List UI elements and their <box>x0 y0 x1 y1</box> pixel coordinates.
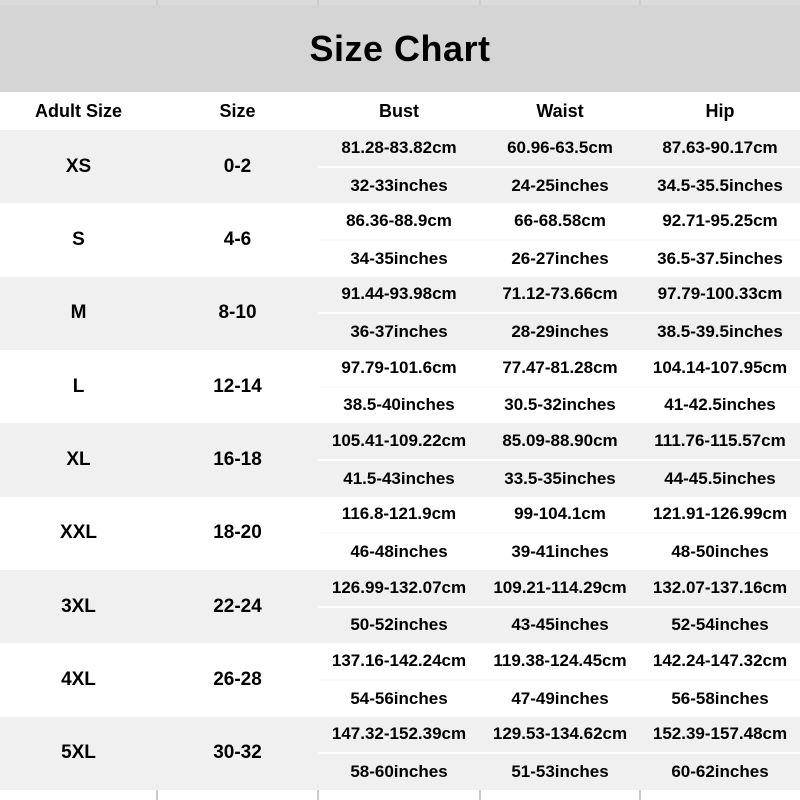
bust-cell <box>318 130 480 203</box>
waist-inches-value: 26-27inches <box>511 248 609 268</box>
adult-size-cell: M <box>70 302 87 324</box>
bust-cell <box>318 717 480 790</box>
bust-cell <box>318 570 480 643</box>
hip-cm-value: 121.91-126.99cm <box>640 497 800 535</box>
waist-cell <box>480 643 640 716</box>
column-border-tick <box>317 790 319 800</box>
waist-cell <box>480 130 640 203</box>
waist-cell <box>480 423 640 496</box>
size-row-m <box>0 277 800 350</box>
bust-cell <box>318 277 480 350</box>
hip-cell <box>640 570 800 643</box>
column-header-adult-size: Adult Size <box>34 100 122 121</box>
hip-cm-value: 111.76-115.57cm <box>640 423 800 461</box>
bust-inches-value: 58-60inches <box>350 762 448 782</box>
bust-inches-value: 50-52inches <box>350 615 448 635</box>
waist-cm-value: 99-104.1cm <box>480 497 640 535</box>
hip-cell <box>640 277 800 350</box>
hip-inches-value: 52-54inches <box>671 615 769 635</box>
bust-inches-value: 46-48inches <box>350 542 448 562</box>
column-header-size: Size <box>219 100 256 121</box>
hip-cm-value: 92.71-95.25cm <box>640 203 800 241</box>
bust-cm-value: 105.41-109.22cm <box>318 423 480 461</box>
column-border-tick <box>639 790 641 800</box>
hip-cm-value: 132.07-137.16cm <box>640 570 800 608</box>
hip-inches-value: 36.5-37.5inches <box>657 248 783 268</box>
adult-size-cell: 4XL <box>61 668 96 690</box>
column-border-tick <box>479 0 481 5</box>
bust-inches-value: 41.5-43inches <box>343 468 455 488</box>
bust-cm-value: 147.32-152.39cm <box>318 717 480 755</box>
waist-inches-value: 43-45inches <box>511 615 609 635</box>
hip-inches-value: 41-42.5inches <box>664 395 776 415</box>
size-range-cell: 8-10 <box>218 302 257 324</box>
column-border-tick <box>156 790 158 800</box>
bust-inches-value: 54-56inches <box>350 688 448 708</box>
column-border-tick <box>317 0 319 5</box>
bust-cell <box>318 497 480 570</box>
waist-inches-value: 33.5-35inches <box>504 468 616 488</box>
title-band <box>0 5 800 92</box>
adult-size-cell: XL <box>66 448 91 470</box>
waist-cm-value: 119.38-124.45cm <box>480 643 640 681</box>
waist-cm-value: 77.47-81.28cm <box>480 350 640 388</box>
size-range-cell: 16-18 <box>213 448 262 470</box>
hip-cell <box>640 203 800 276</box>
size-row-l <box>0 350 800 423</box>
hip-cell <box>640 350 800 423</box>
size-range-cell: 4-6 <box>223 228 252 250</box>
waist-cell <box>480 497 640 570</box>
hip-inches-value: 34.5-35.5inches <box>657 175 783 195</box>
size-row-4xl <box>0 643 800 716</box>
bust-inches-value: 34-35inches <box>350 248 448 268</box>
waist-cell <box>480 203 640 276</box>
waist-cm-value: 66-68.58cm <box>480 203 640 241</box>
size-row-xl <box>0 423 800 496</box>
waist-cell <box>480 277 640 350</box>
column-header-waist: Waist <box>536 100 584 121</box>
bust-cm-value: 97.79-101.6cm <box>318 350 480 388</box>
size-range-cell: 22-24 <box>213 595 262 617</box>
size-range-cell: 26-28 <box>213 668 262 690</box>
adult-size-cell: 3XL <box>61 595 96 617</box>
waist-cm-value: 129.53-134.62cm <box>480 717 640 755</box>
table-bottom-edge <box>0 790 800 800</box>
size-range-cell: 18-20 <box>213 522 262 544</box>
bust-cm-value: 91.44-93.98cm <box>318 277 480 315</box>
adult-size-cell: S <box>72 228 85 250</box>
page-title: Size Chart <box>309 27 491 69</box>
adult-size-cell: L <box>72 375 85 397</box>
size-row-xxl <box>0 497 800 570</box>
bust-inches-value: 32-33inches <box>350 175 448 195</box>
column-header-hip: Hip <box>705 100 735 121</box>
column-header-bust: Bust <box>379 100 419 121</box>
hip-cm-value: 142.24-147.32cm <box>640 643 800 681</box>
size-table-body <box>0 130 800 790</box>
waist-inches-value: 39-41inches <box>511 542 609 562</box>
size-row-5xl <box>0 717 800 790</box>
bust-inches-value: 38.5-40inches <box>343 395 455 415</box>
hip-cm-value: 87.63-90.17cm <box>640 130 800 168</box>
waist-cell <box>480 570 640 643</box>
waist-cell <box>480 717 640 790</box>
hip-cm-value: 104.14-107.95cm <box>640 350 800 388</box>
bust-cell <box>318 643 480 716</box>
waist-inches-value: 30.5-32inches <box>504 395 616 415</box>
waist-inches-value: 28-29inches <box>511 322 609 342</box>
bust-cell <box>318 423 480 496</box>
table-top-edge <box>0 0 800 5</box>
bust-inches-value: 36-37inches <box>350 322 448 342</box>
size-row-s <box>0 203 800 276</box>
hip-inches-value: 60-62inches <box>671 762 769 782</box>
bust-cm-value: 116.8-121.9cm <box>318 497 480 535</box>
hip-inches-value: 38.5-39.5inches <box>657 322 783 342</box>
adult-size-cell: XXL <box>60 522 97 544</box>
size-row-xs <box>0 130 800 203</box>
adult-size-cell: 5XL <box>61 742 96 764</box>
waist-inches-value: 51-53inches <box>511 762 609 782</box>
waist-cm-value: 109.21-114.29cm <box>480 570 640 608</box>
hip-cell <box>640 717 800 790</box>
bust-cm-value: 86.36-88.9cm <box>318 203 480 241</box>
waist-cm-value: 60.96-63.5cm <box>480 130 640 168</box>
table-header-row <box>0 92 800 130</box>
hip-cell <box>640 497 800 570</box>
bust-cm-value: 137.16-142.24cm <box>318 643 480 681</box>
waist-inches-value: 47-49inches <box>511 688 609 708</box>
bust-cell <box>318 350 480 423</box>
hip-cm-value: 152.39-157.48cm <box>640 717 800 755</box>
hip-inches-value: 48-50inches <box>671 542 769 562</box>
column-border-tick <box>156 0 158 5</box>
bust-cm-value: 126.99-132.07cm <box>318 570 480 608</box>
waist-cm-value: 85.09-88.90cm <box>480 423 640 461</box>
bust-cm-value: 81.28-83.82cm <box>318 130 480 168</box>
adult-size-cell: XS <box>65 155 92 177</box>
hip-cell <box>640 130 800 203</box>
waist-cm-value: 71.12-73.66cm <box>480 277 640 315</box>
size-range-cell: 12-14 <box>213 375 262 397</box>
size-range-cell: 0-2 <box>223 155 252 177</box>
column-border-tick <box>479 790 481 800</box>
hip-inches-value: 44-45.5inches <box>664 468 776 488</box>
hip-cell <box>640 643 800 716</box>
hip-inches-value: 56-58inches <box>671 688 769 708</box>
hip-cm-value: 97.79-100.33cm <box>640 277 800 315</box>
column-border-tick <box>639 0 641 5</box>
hip-cell <box>640 423 800 496</box>
waist-inches-value: 24-25inches <box>511 175 609 195</box>
waist-cell <box>480 350 640 423</box>
size-row-3xl <box>0 570 800 643</box>
size-range-cell: 30-32 <box>213 742 262 764</box>
bust-cell <box>318 203 480 276</box>
